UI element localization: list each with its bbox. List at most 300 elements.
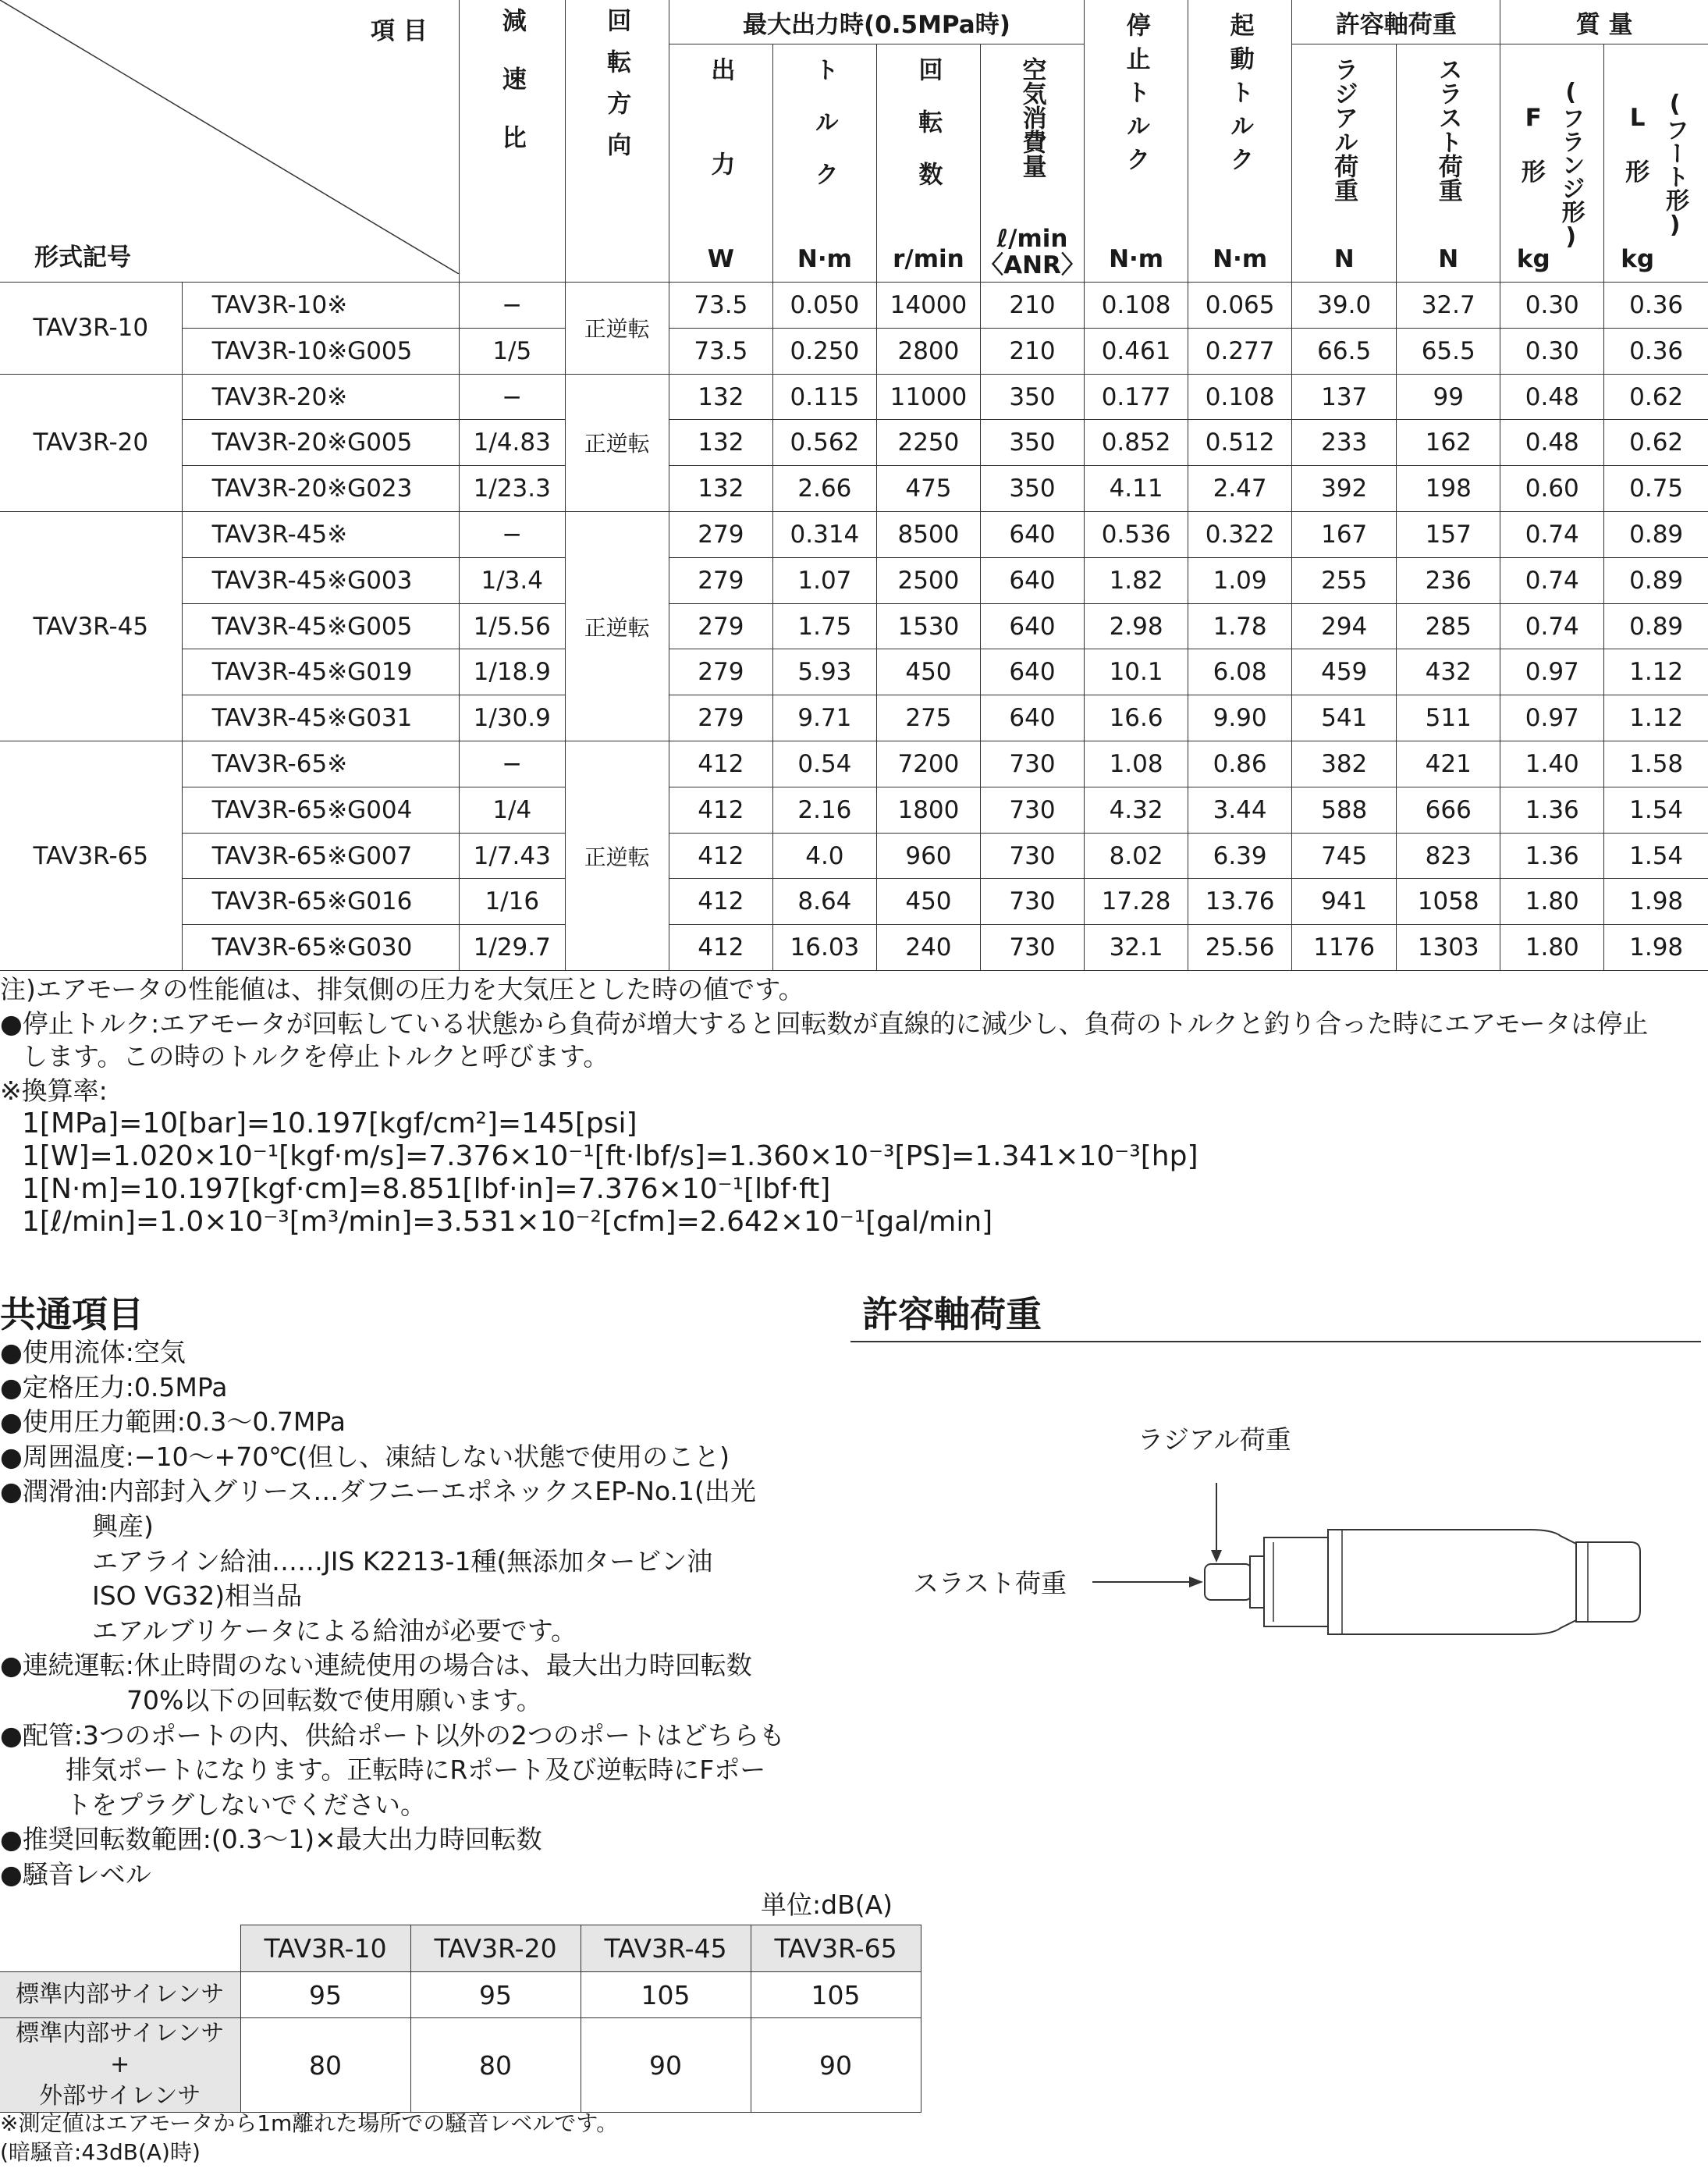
spec-value: 745 (1292, 833, 1397, 879)
spec-value: 2250 (876, 420, 980, 466)
spec-value: 1.98 (1604, 925, 1708, 971)
spec-value: 412 (669, 741, 772, 787)
spec-value: 392 (1292, 466, 1397, 512)
reduction-ratio: − (459, 374, 565, 420)
noise-value: 95 (240, 1972, 410, 2018)
common-item-line: ●使用圧力範囲:0.3〜0.7MPa (0, 1406, 346, 1438)
model-code: TAV3R-65※G030 (182, 925, 459, 971)
header-reduction-ratio-label: 減速比 (497, 8, 526, 183)
common-item-line: エアルブリケータによる給油が必要です。 (92, 1615, 577, 1646)
spec-value: 730 (980, 787, 1084, 833)
header-air-consumption-unit2: 〈ANR〉 (979, 251, 1085, 279)
spec-value: 4.0 (772, 833, 876, 879)
reduction-ratio: 1/7.43 (459, 833, 565, 879)
common-item-line: ●騒音レベル (0, 1859, 151, 1889)
header-mass-f-suffix: 形 (1521, 158, 1546, 187)
series-name: TAV3R-65 (0, 741, 182, 971)
noise-value: 80 (240, 2018, 410, 2113)
header-diagonal-cell (0, 0, 459, 283)
spec-value: 1.08 (1085, 741, 1188, 787)
spec-row (0, 283, 1708, 329)
header-rotation-direction-label: 回転方向 (602, 8, 631, 173)
spec-value: 0.050 (772, 283, 876, 329)
spec-value: 1.78 (1188, 603, 1292, 649)
spec-value: 1.36 (1500, 833, 1604, 879)
spec-value: 16.6 (1085, 695, 1188, 741)
header-starting-torque (1188, 0, 1292, 283)
spec-value: 16.03 (772, 925, 876, 971)
spec-value: 0.562 (772, 420, 876, 466)
noise-value: 80 (410, 2018, 581, 2113)
spec-value: 1530 (876, 603, 980, 649)
spec-value: 275 (876, 695, 980, 741)
noise-row-label-2: + (110, 2051, 130, 2078)
spec-value: 412 (669, 879, 772, 925)
spec-value: 0.97 (1500, 649, 1604, 695)
common-item-line: ●周囲温度:−10〜+70℃(但し、凍結しない状態で使用のこと) (0, 1441, 730, 1472)
spec-value: 350 (980, 466, 1084, 512)
spec-value: 198 (1397, 466, 1500, 512)
spec-value: 210 (980, 328, 1084, 374)
spec-value: 236 (1397, 557, 1500, 603)
rotation-direction: 正逆転 (565, 283, 669, 375)
noise-row-label (0, 2018, 240, 2113)
header-radial-load (1292, 44, 1397, 283)
motor-diagram (850, 1405, 1708, 1670)
spec-value: 0.74 (1500, 512, 1604, 558)
spec-row (0, 374, 1708, 420)
spec-value: 32.7 (1397, 283, 1500, 329)
header-allowable-load-group: 許容軸荷重 (1292, 0, 1500, 44)
spec-row (0, 925, 1708, 971)
spec-value: 2.98 (1085, 603, 1188, 649)
spec-value: 9.90 (1188, 695, 1292, 741)
spec-value: 73.5 (669, 328, 772, 374)
spec-value: 233 (1292, 420, 1397, 466)
common-item-line: ●推奨回転数範囲:(0.3〜1)×最大出力時回転数 (0, 1824, 542, 1855)
spec-value: 823 (1397, 833, 1500, 879)
radial-load-label: ラジアル荷重 (1138, 1424, 1291, 1455)
reduction-ratio: 1/23.3 (459, 466, 565, 512)
spec-value: 39.0 (1292, 283, 1397, 329)
model-code: TAV3R-65※G007 (182, 833, 459, 879)
header-stall-torque-label: 停止トルク (1121, 12, 1150, 180)
noise-col-header: TAV3R-10 (240, 1925, 410, 1972)
common-item-line: ISO VG32)相当品 (92, 1580, 303, 1612)
spec-table (0, 0, 1708, 971)
noise-note-2: (暗騒音:43dB(A)時) (0, 2139, 201, 2165)
spec-value: 0.48 (1500, 420, 1604, 466)
noise-unit: 単位:dB(A) (761, 1889, 893, 1920)
spec-row (0, 420, 1708, 466)
model-code: TAV3R-65※G004 (182, 787, 459, 833)
spec-value: 0.54 (772, 741, 876, 787)
spec-value: 350 (980, 374, 1084, 420)
series-name: TAV3R-45 (0, 512, 182, 741)
spec-value: 1.80 (1500, 879, 1604, 925)
spec-value: 3.44 (1188, 787, 1292, 833)
series-name: TAV3R-20 (0, 374, 182, 511)
header-rpm-unit: r/min (893, 245, 964, 273)
spec-value: 294 (1292, 603, 1397, 649)
noise-row-label: 標準内部サイレンサ (0, 1972, 240, 2018)
noise-note-1: ※測定値はエアモータから1m離れた場所での騒音レベルです。 (0, 2110, 619, 2136)
spec-value: 167 (1292, 512, 1397, 558)
noise-row-label-1: 標準内部サイレンサ (16, 2020, 225, 2047)
header-radial-load-unit: N (1333, 245, 1355, 273)
model-code: TAV3R-65※ (182, 741, 459, 787)
spec-value: 432 (1397, 649, 1500, 695)
spec-value: 6.39 (1188, 833, 1292, 879)
spec-value: 0.30 (1500, 283, 1604, 329)
spec-value: 1.40 (1500, 741, 1604, 787)
spec-value: 0.97 (1500, 695, 1604, 741)
spec-value: 730 (980, 879, 1084, 925)
reduction-ratio: 1/18.9 (459, 649, 565, 695)
spec-value: 9.71 (772, 695, 876, 741)
spec-value: 0.512 (1188, 420, 1292, 466)
spec-row (0, 879, 1708, 925)
header-output-label: 出力 (706, 57, 735, 246)
spec-value: 66.5 (1292, 328, 1397, 374)
header-mass-f-label: (フランジ形) (1557, 79, 1585, 251)
spec-value: 640 (980, 649, 1084, 695)
noise-col-header: TAV3R-65 (751, 1925, 921, 1972)
common-item-line: エアライン給油……JIS K2213-1種(無添加タービン油 (92, 1545, 713, 1577)
spec-value: 412 (669, 787, 772, 833)
header-mass-f-unit: kg (1516, 245, 1550, 273)
model-code: TAV3R-45※G005 (182, 603, 459, 649)
reduction-ratio: − (459, 283, 565, 329)
header-air-consumption-label: 空気消費量 (1017, 57, 1046, 178)
spec-value: 1.12 (1604, 695, 1708, 741)
header-mass-group: 質 量 (1500, 0, 1708, 44)
spec-value: 0.250 (772, 328, 876, 374)
reduction-ratio: 1/30.9 (459, 695, 565, 741)
header-thrust-load (1397, 44, 1500, 283)
reduction-ratio: 1/29.7 (459, 925, 565, 971)
spec-value: 475 (876, 466, 980, 512)
spec-value: 6.08 (1188, 649, 1292, 695)
spec-value: 1800 (876, 787, 980, 833)
spec-value: 1.82 (1085, 557, 1188, 603)
spec-value: 1303 (1397, 925, 1500, 971)
spec-value: 2.66 (772, 466, 876, 512)
noise-col-header: TAV3R-45 (581, 1925, 751, 1972)
spec-value: 210 (980, 283, 1084, 329)
header-mass-l-suffix: 形 (1625, 158, 1650, 187)
spec-value: 13.76 (1188, 879, 1292, 925)
motor-collar (1250, 1556, 1264, 1608)
thrust-load-label: スラスト荷重 (913, 1568, 1067, 1598)
common-item-line: 70%以下の回転数で使用願います。 (126, 1685, 542, 1715)
spec-value: 640 (980, 557, 1084, 603)
common-item-line: ●使用流体:空気 (0, 1337, 186, 1367)
common-item-line: 興産) (92, 1511, 154, 1541)
common-item-line: ●配管:3つのポートの内、供給ポート以外の2つのポートはどちらも (0, 1719, 785, 1751)
spec-row (0, 512, 1708, 558)
spec-value: 421 (1397, 741, 1500, 787)
common-item-line: 排気ポートになります。正転時にRポート及び逆転時にFポー (66, 1754, 766, 1786)
spec-value: 4.32 (1085, 787, 1188, 833)
noise-value: 105 (751, 1972, 921, 2018)
spec-value: 382 (1292, 741, 1397, 787)
spec-table-body (0, 283, 1708, 971)
header-mass-f-letter: F (1525, 104, 1542, 132)
spec-value: 162 (1397, 420, 1500, 466)
header-reduction-ratio (459, 0, 565, 283)
reduction-ratio: 1/4.83 (459, 420, 565, 466)
spec-value: 7200 (876, 741, 980, 787)
spec-value: 588 (1292, 787, 1397, 833)
spec-value: 730 (980, 925, 1084, 971)
model-code: TAV3R-20※G023 (182, 466, 459, 512)
title-rule (850, 1341, 1701, 1342)
spec-value: 541 (1292, 695, 1397, 741)
spec-value: 640 (980, 695, 1084, 741)
spec-value: 0.177 (1085, 374, 1188, 420)
spec-row (0, 695, 1708, 741)
conversion-flow: 1[ℓ/min]=1.0×10⁻³[m³/min]=3.531×10⁻²[cfm]=2.642×10⁻¹[gal/min] (22, 1206, 993, 1238)
model-code: TAV3R-10※G005 (182, 328, 459, 374)
noise-value: 90 (751, 2018, 921, 2113)
spec-value: 0.461 (1085, 328, 1188, 374)
spec-value: 0.536 (1085, 512, 1188, 558)
spec-value: 4.11 (1085, 466, 1188, 512)
header-air-consumption (980, 44, 1084, 283)
spec-value: 279 (669, 649, 772, 695)
spec-value: 1.54 (1604, 787, 1708, 833)
motor-shaft (1205, 1564, 1252, 1600)
spec-value: 285 (1397, 603, 1500, 649)
header-stall-torque (1085, 0, 1188, 283)
spec-value: 412 (669, 833, 772, 879)
spec-value: 1176 (1292, 925, 1397, 971)
spec-value: 8500 (876, 512, 980, 558)
spec-value: 960 (876, 833, 980, 879)
spec-value: 0.065 (1188, 283, 1292, 329)
spec-value: 2500 (876, 557, 980, 603)
common-item-line: ●潤滑油:内部封入グリース…ダフニーエポネックスEP-No.1(出光 (0, 1476, 756, 1507)
header-rotation-direction (565, 0, 669, 283)
allowable-load-title: 許容軸荷重 (862, 1293, 1042, 1335)
reduction-ratio: − (459, 741, 565, 787)
rotation-direction: 正逆転 (565, 741, 669, 971)
noise-row-label-3: 外部サイレンサ (39, 2082, 201, 2110)
spec-value: 1.58 (1604, 741, 1708, 787)
spec-value: 8.02 (1085, 833, 1188, 879)
spec-value: 1.98 (1604, 879, 1708, 925)
spec-value: 412 (669, 925, 772, 971)
spec-value: 132 (669, 466, 772, 512)
spec-value: 666 (1397, 787, 1500, 833)
spec-value: 279 (669, 695, 772, 741)
spec-value: 14000 (876, 283, 980, 329)
rotation-direction: 正逆転 (565, 512, 669, 741)
header-thrust-load-label: スラスト荷重 (1433, 57, 1462, 202)
reduction-ratio: 1/5 (459, 328, 565, 374)
header-mass-l-unit: kg (1621, 245, 1655, 273)
model-code: TAV3R-45※G003 (182, 557, 459, 603)
spec-row (0, 466, 1708, 512)
note-stall-torque-cont: します。この時のトルクを停止トルクと呼びます。 (22, 1041, 609, 1072)
header-mass-l (1604, 44, 1708, 283)
conversion-torque: 1[N·m]=10.197[kgf·cm]=8.851[lbf·in]=7.376×10⁻¹[lbf·ft] (22, 1173, 831, 1205)
spec-row (0, 649, 1708, 695)
spec-value: 350 (980, 420, 1084, 466)
spec-value: 450 (876, 879, 980, 925)
noise-value: 95 (410, 1972, 581, 2018)
spec-value: 279 (669, 603, 772, 649)
spec-value: 730 (980, 833, 1084, 879)
spec-value: 459 (1292, 649, 1397, 695)
header-model-code: 形式記号 (34, 244, 131, 272)
motor-body (1328, 1530, 1576, 1634)
common-item-line: トをプラグしないでください。 (66, 1789, 426, 1820)
spec-value: 132 (669, 374, 772, 420)
spec-value: 0.852 (1085, 420, 1188, 466)
spec-value: 2.16 (772, 787, 876, 833)
spec-value: 73.5 (669, 283, 772, 329)
spec-value: 0.48 (1500, 374, 1604, 420)
spec-value: 1.54 (1604, 833, 1708, 879)
header-output-unit: W (707, 245, 734, 273)
spec-value: 640 (980, 603, 1084, 649)
spec-value: 0.322 (1188, 512, 1292, 558)
spec-value: 0.75 (1604, 466, 1708, 512)
common-items-title: 共通項目 (0, 1293, 144, 1335)
note-stall-torque: ●停止トルク:エアモータが回転している状態から負荷が増大すると回転数が直線的に減少し、負荷のトルクと釣り合った時にエアモータは停止 (0, 1008, 1649, 1039)
spec-value: 2800 (876, 328, 980, 374)
spec-value: 0.89 (1604, 512, 1708, 558)
header-item: 項 目 (370, 17, 428, 45)
noise-value: 105 (581, 1972, 751, 2018)
header-mass-l-label: (フート形) (1661, 91, 1689, 240)
header-mass-l-letter: L (1629, 104, 1646, 132)
header-radial-load-label: ラジアル荷重 (1330, 57, 1358, 202)
spec-value: 511 (1397, 695, 1500, 741)
spec-value: 0.89 (1604, 603, 1708, 649)
spec-value: 0.108 (1085, 283, 1188, 329)
model-code: TAV3R-45※ (182, 512, 459, 558)
spec-value: 5.93 (772, 649, 876, 695)
spec-value: 0.108 (1188, 374, 1292, 420)
conversion-title: ※換算率: (0, 1075, 108, 1106)
spec-value: 1.80 (1500, 925, 1604, 971)
spec-value: 0.277 (1188, 328, 1292, 374)
spec-value: 11000 (876, 374, 980, 420)
model-code: TAV3R-20※ (182, 374, 459, 420)
spec-value: 640 (980, 512, 1084, 558)
spec-value: 17.28 (1085, 879, 1188, 925)
spec-value: 279 (669, 512, 772, 558)
spec-value: 99 (1397, 374, 1500, 420)
header-mass-f (1500, 44, 1604, 283)
note-exhaust-pressure: 注)エアモータの性能値は、排気側の圧力を大気圧とした時の値です。 (0, 974, 804, 1004)
spec-value: 255 (1292, 557, 1397, 603)
spec-value: 1.12 (1604, 649, 1708, 695)
header-starting-torque-label: 起動トルク (1225, 12, 1254, 180)
spec-value: 10.1 (1085, 649, 1188, 695)
spec-value: 1.36 (1500, 787, 1604, 833)
header-torque-label: トルク (810, 57, 839, 214)
spec-value: 1.09 (1188, 557, 1292, 603)
spec-value: 65.5 (1397, 328, 1500, 374)
spec-value: 0.36 (1604, 283, 1708, 329)
reduction-ratio: 1/3.4 (459, 557, 565, 603)
spec-value: 0.74 (1500, 557, 1604, 603)
spec-row (0, 328, 1708, 374)
spec-value: 240 (876, 925, 980, 971)
noise-table (0, 1925, 921, 2113)
spec-value: 0.86 (1188, 741, 1292, 787)
reduction-ratio: 1/5.56 (459, 603, 565, 649)
model-code: TAV3R-10※ (182, 283, 459, 329)
spec-row (0, 833, 1708, 879)
model-code: TAV3R-65※G016 (182, 879, 459, 925)
header-thrust-load-unit: N (1438, 245, 1459, 273)
header-torque-unit: N·m (797, 245, 852, 273)
noise-corner (0, 1925, 240, 1972)
spec-value: 0.115 (772, 374, 876, 420)
series-name: TAV3R-10 (0, 283, 182, 375)
model-code: TAV3R-45※G031 (182, 695, 459, 741)
header-max-output-group: 最大出力時(0.5MPa時) (669, 0, 1084, 44)
spec-value: 1.07 (772, 557, 876, 603)
spec-row (0, 557, 1708, 603)
spec-value: 132 (669, 420, 772, 466)
header-stall-torque-unit: N·m (1109, 245, 1164, 273)
noise-value: 90 (581, 2018, 751, 2113)
rotation-direction: 正逆転 (565, 374, 669, 511)
spec-row (0, 741, 1708, 787)
spec-row (0, 787, 1708, 833)
spec-value: 0.36 (1604, 328, 1708, 374)
spec-value: 0.62 (1604, 420, 1708, 466)
spec-value: 25.56 (1188, 925, 1292, 971)
spec-value: 730 (980, 741, 1084, 787)
spec-value: 8.64 (772, 879, 876, 925)
noise-col-header: TAV3R-20 (410, 1925, 581, 1972)
header-rpm (876, 44, 980, 283)
spec-value: 0.30 (1500, 328, 1604, 374)
conversion-power: 1[W]=1.020×10⁻¹[kgf·m/s]=7.376×10⁻¹[ft·lbf/s]=1.360×10⁻³[PS]=1.341×10⁻³[hp] (22, 1140, 1198, 1172)
radial-load-arrowhead (1211, 1550, 1222, 1562)
spec-value: 157 (1397, 512, 1500, 558)
spec-value: 2.47 (1188, 466, 1292, 512)
reduction-ratio: − (459, 512, 565, 558)
header-torque (772, 44, 876, 283)
spec-value: 941 (1292, 879, 1397, 925)
header-starting-torque-unit: N·m (1213, 245, 1268, 273)
spec-row (0, 603, 1708, 649)
conversion-pressure: 1[MPa]=10[bar]=10.197[kgf/cm²]=145[psi] (22, 1107, 637, 1139)
thrust-load-arrowhead (1189, 1577, 1203, 1587)
model-code: TAV3R-20※G005 (182, 420, 459, 466)
header-output (669, 44, 772, 283)
common-item-line: ●定格圧力:0.5MPa (0, 1371, 228, 1402)
reduction-ratio: 1/16 (459, 879, 565, 925)
spec-value: 0.60 (1500, 466, 1604, 512)
spec-value: 0.62 (1604, 374, 1708, 420)
spec-value: 0.314 (772, 512, 876, 558)
motor-rear-cap (1576, 1542, 1640, 1622)
header-rpm-label: 回転数 (914, 57, 943, 214)
spec-value: 0.89 (1604, 557, 1708, 603)
spec-value: 32.1 (1085, 925, 1188, 971)
header-air-consumption-unit: ℓ/min (996, 224, 1068, 253)
spec-value: 279 (669, 557, 772, 603)
